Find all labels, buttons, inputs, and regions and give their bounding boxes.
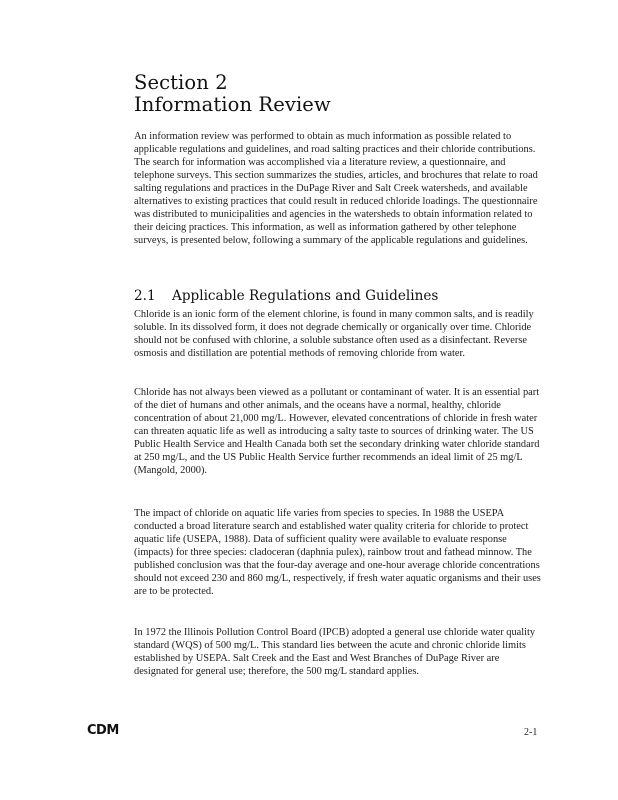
paragraph-chloride-definition: Chloride is an ionic form of the element chlorine, is found in many common salts, and is readily soluble. In its dissolved form, it does not degrade chemically or organically over time. Chloride should not be confused with chlorine, a soluble substance often used as a disinfectant. Reverse osmosis and distillation are potential methods of removing chloride from water. bbox=[134, 309, 534, 359]
paragraph-aquatic-impact: The impact of chloride on aquatic life varies from species to species. In 1988 the USEPA conducted a broad literature search and established water quality criteria for chloride to protect aquatic life (USEPA, 1988). Data of sufficient quality were available to evaluate response (impacts) for three species: cladoceran (daphnia pulex), rainbow trout and fathead minnow. The published conclusion was that the four-day average and one-hour average chloride concentrations should not exceed 230 and 860 mg/L, respectively, if fresh water aquatic organisms and their uses are to be protected. bbox=[134, 508, 541, 597]
paragraph-illinois-standard: In 1972 the Illinois Pollution Control Board (IPCB) adopted a general use chloride water quality standard (WQS) of 500 mg/L. This standard lies between the acute and chronic chloride limits established by USEPA. Salt Creek and the East and West Branches of DuPage River are designated for general use; therefore, the 500 mg/L standard applies. bbox=[134, 627, 536, 677]
cdm-logo: CDM bbox=[87, 723, 119, 738]
subsection-title: Applicable Regulations and Guidelines bbox=[172, 288, 439, 304]
section-number: Section 2 bbox=[134, 71, 228, 94]
section-title: Information Review bbox=[134, 93, 331, 116]
intro-paragraph: An information review was performed to obtain as much information as possible related to applicable regulations and guidelines, and road salting practices and their chloride contributions. The search for information was accomplished via a literature review, a questionnaire, and telephone surveys. This section summarizes the studies, articles, and brochures that relate to road salting regulations and practices in the DuPage River and Salt Creek watersheds, and available alternatives to existing practices that could result in reduced chloride loadings. The questionnaire was distributed to municipalities and agencies in the watersheds to obtain information related to their deicing practices. This information, as well as information gathered by other telephone surveys, is presented below, following a summary of the applicable regulations and guidelines. bbox=[134, 131, 538, 246]
subsection-number: 2.1 bbox=[134, 288, 156, 304]
section-heading bbox=[134, 72, 331, 116]
page-number: 2-1 bbox=[524, 727, 538, 738]
paragraph-chloride-pollutant: Chloride has not always been viewed as a pollutant or contaminant of water. It is an essential part of the diet of humans and other animals, and the oceans have a normal, healthy, chloride concentration of about 21,000 mg/L. However, elevated concentrations of chloride in fresh water can threaten aquatic life as well as introducing a salty taste to sources of drinking water. The US Public Health Service and Health Canada both set the secondary drinking water chloride standard at 250 mg/L, and the US Public Health Service further recommends an ideal limit of 25 mg/L (Mangold, 2000). bbox=[134, 387, 540, 476]
subsection-heading bbox=[134, 288, 438, 304]
